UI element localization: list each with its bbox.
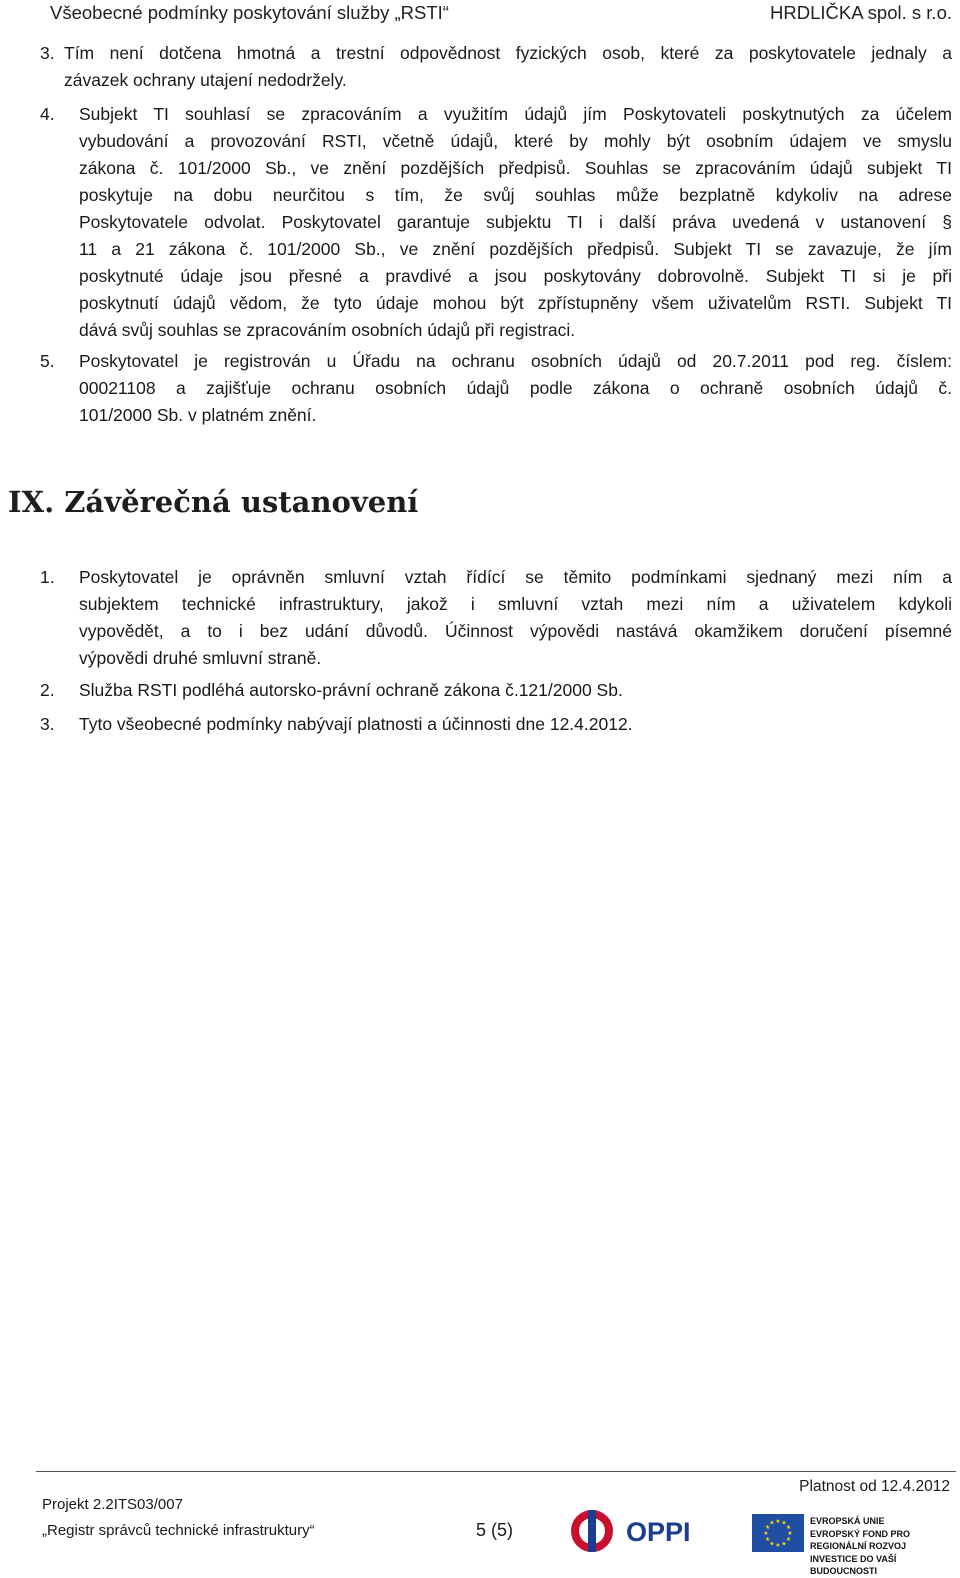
clause-line: vypovědět, a to i bez udání důvodů. Účinnost výpovědi nastává okamžikem doručení písemné	[79, 621, 952, 641]
clause-number: 4.	[40, 104, 55, 124]
clause-number: 5.	[40, 351, 55, 371]
clause-line: závazek ochrany utajení nedodržely.	[64, 70, 347, 90]
clause-line: poskytnuté údaje jsou přesné a pravdivé a jsou poskytovány dobrovolně. Subjekt TI si je při	[79, 266, 952, 286]
eu-text-line: INVESTICE DO VAŠÍ BUDOUCNOSTI	[810, 1553, 897, 1577]
footer-divider	[36, 1471, 956, 1472]
eu-funding-text	[810, 1515, 960, 1578]
clause-line: Subjekt TI souhlasí se zpracováním a využitím údajů jím Poskytovateli poskytnutých za účelem	[79, 104, 952, 124]
svg-text:★: ★	[787, 1530, 793, 1537]
eu-stars	[752, 1514, 804, 1552]
svg-text:★: ★	[769, 1540, 775, 1548]
clause-line: subjektem technické infrastruktury, jakož i smluvní vztah mezi ním a uživatelem kdykoli	[79, 594, 952, 614]
op-logo-bar	[588, 1510, 596, 1552]
clause-line: 11 a 21 zákona č. 101/2000 Sb., ve znění pozdějších předpisů. Subjekt TI se zavazuje, že jím	[79, 239, 952, 259]
clause-number: 2.	[40, 680, 55, 700]
clause-line: Poskytovatel je registrován u Úřadu na ochranu osobních údajů od 20.7.2011 pod reg. číslem:	[79, 351, 952, 371]
section-heading: IX. Závěrečná ustanovení	[8, 485, 419, 519]
oppi-logo-text: OPPI	[626, 1517, 691, 1547]
clause-line: dává svůj souhlas se zpracováním osobních údajů při registraci.	[79, 320, 576, 340]
clause-line: Služba RSTI podléhá autorsko-právní ochraně zákona č.121/2000 Sb.	[79, 680, 623, 700]
company-name: HRDLIČKA spol. s r.o.	[770, 2, 952, 23]
clause-line: Poskytovatele odvolat. Poskytovatel garantuje subjektu TI i další práva uvedená v ustanovení §	[79, 212, 952, 232]
svg-text:★: ★	[775, 1518, 781, 1525]
svg-text:★: ★	[785, 1524, 792, 1531]
clause-line: poskytuje na dobu neurčitou s tím, že svůj souhlas může bezplatně kdykoliv na adrese	[79, 185, 952, 205]
svg-text:★: ★	[775, 1542, 781, 1549]
eu-text-line: EVROPSKÝ FOND PRO REGIONÁLNÍ ROZVOJ	[810, 1528, 911, 1552]
svg-text:★: ★	[763, 1530, 769, 1537]
page-header	[50, 0, 952, 28]
validity-date: Platnost od 12.4.2012	[799, 1478, 950, 1495]
clause-line: zákona č. 101/2000 Sb., ve znění pozdějších předpisů. Souhlas se zpracováním údajů subjekt TI	[79, 158, 952, 178]
clause-line: poskytnutí údajů vědom, že tyto údaje mohou být zpřístupněny všem uživatelům RSTI. Subjekt TI	[79, 293, 952, 313]
clause-line: Poskytovatel je oprávněn smluvní vztah řídící se těmito podmínkami sjednaný mezi ním a	[79, 567, 952, 587]
clause-line: Tyto všeobecné podmínky nabývají platnosti a účinnosti dne 12.4.2012.	[79, 714, 633, 734]
svg-text:★: ★	[764, 1536, 771, 1543]
final-clause-1	[40, 564, 952, 672]
document-title: Všeobecné podmínky poskytování služby „RSTI“	[50, 2, 449, 23]
clause-number: 1.	[40, 567, 55, 587]
svg-text:★: ★	[769, 1519, 775, 1527]
clause-5	[40, 348, 952, 429]
clause-number: 3.	[40, 43, 55, 63]
page-number: 5 (5)	[476, 1520, 514, 1540]
final-clause-2	[40, 677, 952, 704]
project-title: „Registr správců technické infrastruktury“	[42, 1522, 315, 1539]
project-code: Projekt 2.2ITS03/007	[42, 1496, 183, 1513]
oppi-logo	[570, 1508, 710, 1554]
eu-text-line: EVROPSKÁ UNIE	[810, 1516, 885, 1526]
svg-text:★: ★	[764, 1524, 771, 1531]
svg-text:★: ★	[781, 1540, 787, 1548]
clause-4	[40, 101, 952, 344]
final-clause-3	[40, 711, 952, 738]
clause-line: výpovědi druhé smluvní straně.	[79, 648, 322, 668]
svg-text:★: ★	[785, 1536, 792, 1543]
clause-number: 3.	[40, 714, 55, 734]
clause-line: 00021108 a zajišťuje ochranu osobních údajů podle zákona o ochraně osobních údajů č.	[79, 378, 952, 398]
eu-flag-icon	[752, 1514, 804, 1552]
clause-line: Tím není dotčena hmotná a trestní odpovědnost fyzických osob, které za poskytovatele jednaly a	[64, 43, 952, 63]
clause-3	[40, 40, 952, 94]
clause-line: 101/2000 Sb. v platném znění.	[79, 405, 317, 425]
clause-line: vybudování a provozování RSTI, včetně údajů, které by mohly být osobním údajem ve smyslu	[79, 131, 952, 151]
svg-text:★: ★	[781, 1519, 787, 1527]
